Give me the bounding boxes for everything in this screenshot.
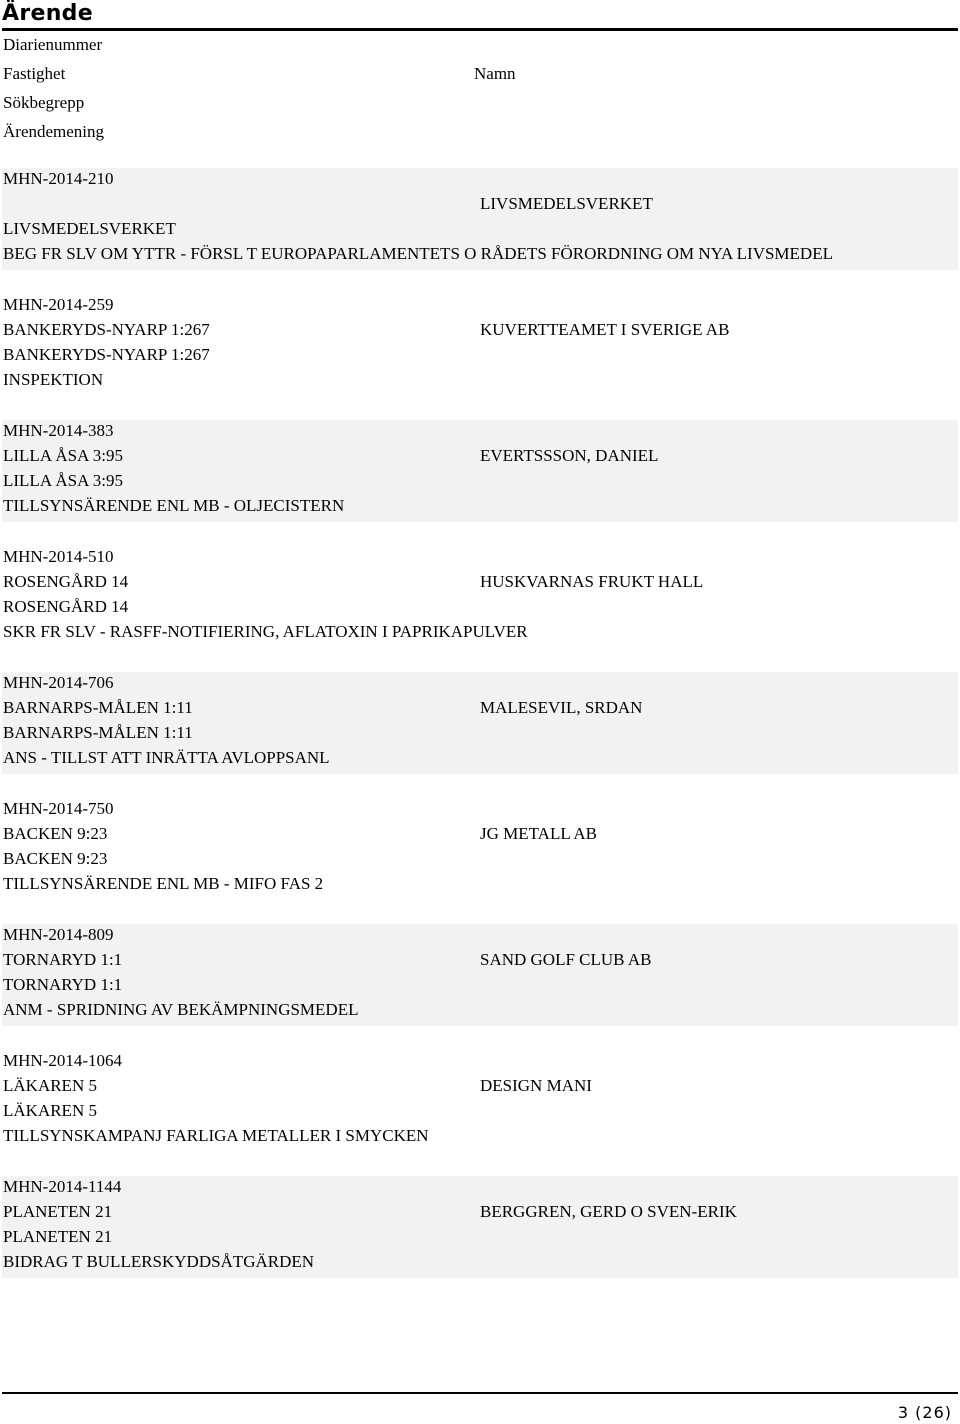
record-row — [2, 924, 958, 1026]
record-namn: KUVERTTEAMET I SVERIGE AB — [480, 320, 730, 339]
record-dnr: MHN-2014-1064 — [3, 1051, 122, 1070]
record-row — [2, 1050, 958, 1152]
record-dnr: MHN-2014-706 — [3, 673, 114, 692]
record-dnr: MHN-2014-383 — [3, 421, 114, 440]
header-arendemening: Ärendemening — [3, 122, 105, 141]
record-fastighet: BACKEN 9:23 — [3, 824, 108, 843]
record-sokbegrepp: BARNARPS-MÅLEN 1:11 — [3, 723, 193, 742]
record-arendemening: TILLSYNSÄRENDE ENL MB - MIFO FAS 2 — [3, 874, 324, 893]
record-namn: BERGGREN, GERD O SVEN-ERIK — [480, 1202, 737, 1221]
record-arendemening: TILLSYNSKAMPANJ FARLIGA METALLER I SMYCKEN — [3, 1126, 429, 1145]
record-dnr: MHN-2014-510 — [3, 547, 114, 566]
record-dnr: MHN-2014-809 — [3, 925, 114, 944]
record-sokbegrepp: LILLA ÅSA 3:95 — [3, 471, 123, 490]
record-row — [2, 1176, 958, 1278]
record-dnr: MHN-2014-750 — [3, 799, 114, 818]
record-arendemening: INSPEKTION — [3, 370, 104, 389]
header-namn: Namn — [474, 64, 516, 83]
record-fastighet: LILLA ÅSA 3:95 — [3, 446, 123, 465]
record-sokbegrepp: PLANETEN 21 — [3, 1227, 113, 1246]
header-diarienummer: Diarienummer — [3, 35, 103, 54]
record-sokbegrepp: BANKERYDS-NYARP 1:267 — [3, 345, 210, 364]
record-fastighet: PLANETEN 21 — [3, 1202, 113, 1221]
record-sokbegrepp: BACKEN 9:23 — [3, 849, 108, 868]
header-fastighet: Fastighet — [3, 64, 66, 83]
record-row — [2, 546, 958, 648]
record-arendemening: ANM - SPRIDNING AV BEKÄMPNINGSMEDEL — [3, 1000, 359, 1019]
record-fastighet: ROSENGÅRD 14 — [3, 572, 129, 591]
record-namn: EVERTSSSON, DANIEL — [480, 446, 659, 465]
record-namn: MALESEVIL, SRDAN — [480, 698, 643, 717]
record-arendemening: SKR FR SLV - RASFF-NOTIFIERING, AFLATOXIN I PAPRIKAPULVER — [3, 622, 528, 641]
record-sokbegrepp: TORNARYD 1:1 — [3, 975, 123, 994]
record-namn: LIVSMEDELSVERKET — [480, 194, 653, 213]
page-title: Ärende — [2, 1, 93, 26]
record-namn: DESIGN MANI — [480, 1076, 592, 1095]
record-row — [2, 420, 958, 522]
record-namn: JG METALL AB — [480, 824, 598, 843]
record-dnr: MHN-2014-1144 — [3, 1177, 122, 1196]
record-row — [2, 294, 958, 396]
record-fastighet: BANKERYDS-NYARP 1:267 — [3, 320, 210, 339]
record-row — [2, 672, 958, 774]
page-number: 3 (26) — [897, 1403, 952, 1422]
record-sokbegrepp: LÄKAREN 5 — [3, 1101, 97, 1120]
record-namn: SAND GOLF CLUB AB — [480, 950, 652, 969]
record-dnr: MHN-2014-210 — [3, 169, 114, 188]
record-sokbegrepp: LIVSMEDELSVERKET — [3, 219, 176, 238]
record-arendemening: ANS - TILLST ATT INRÄTTA AVLOPPSANL — [3, 748, 330, 767]
record-namn: HUSKVARNAS FRUKT HALL — [480, 572, 704, 591]
record-row — [2, 798, 958, 900]
record-sokbegrepp: ROSENGÅRD 14 — [3, 597, 129, 616]
record-fastighet: BARNARPS-MÅLEN 1:11 — [3, 698, 193, 717]
header-sokbegrepp: Sökbegrepp — [3, 93, 85, 112]
footer-divider — [2, 1392, 958, 1394]
record-arendemening: BIDRAG T BULLERSKYDDSÅTGÄRDEN — [3, 1252, 315, 1271]
record-arendemening: BEG FR SLV OM YTTR - FÖRSL T EUROPAPARLAMENTETS O RÅDETS FÖRORDNING OM NYA LIVSMEDEL — [3, 244, 833, 263]
record-row — [2, 168, 958, 270]
title-divider — [2, 28, 958, 31]
record-dnr: MHN-2014-259 — [3, 295, 114, 314]
record-fastighet: TORNARYD 1:1 — [3, 950, 123, 969]
record-fastighet: LÄKAREN 5 — [3, 1076, 97, 1095]
record-arendemening: TILLSYNSÄRENDE ENL MB - OLJECISTERN — [3, 496, 345, 515]
